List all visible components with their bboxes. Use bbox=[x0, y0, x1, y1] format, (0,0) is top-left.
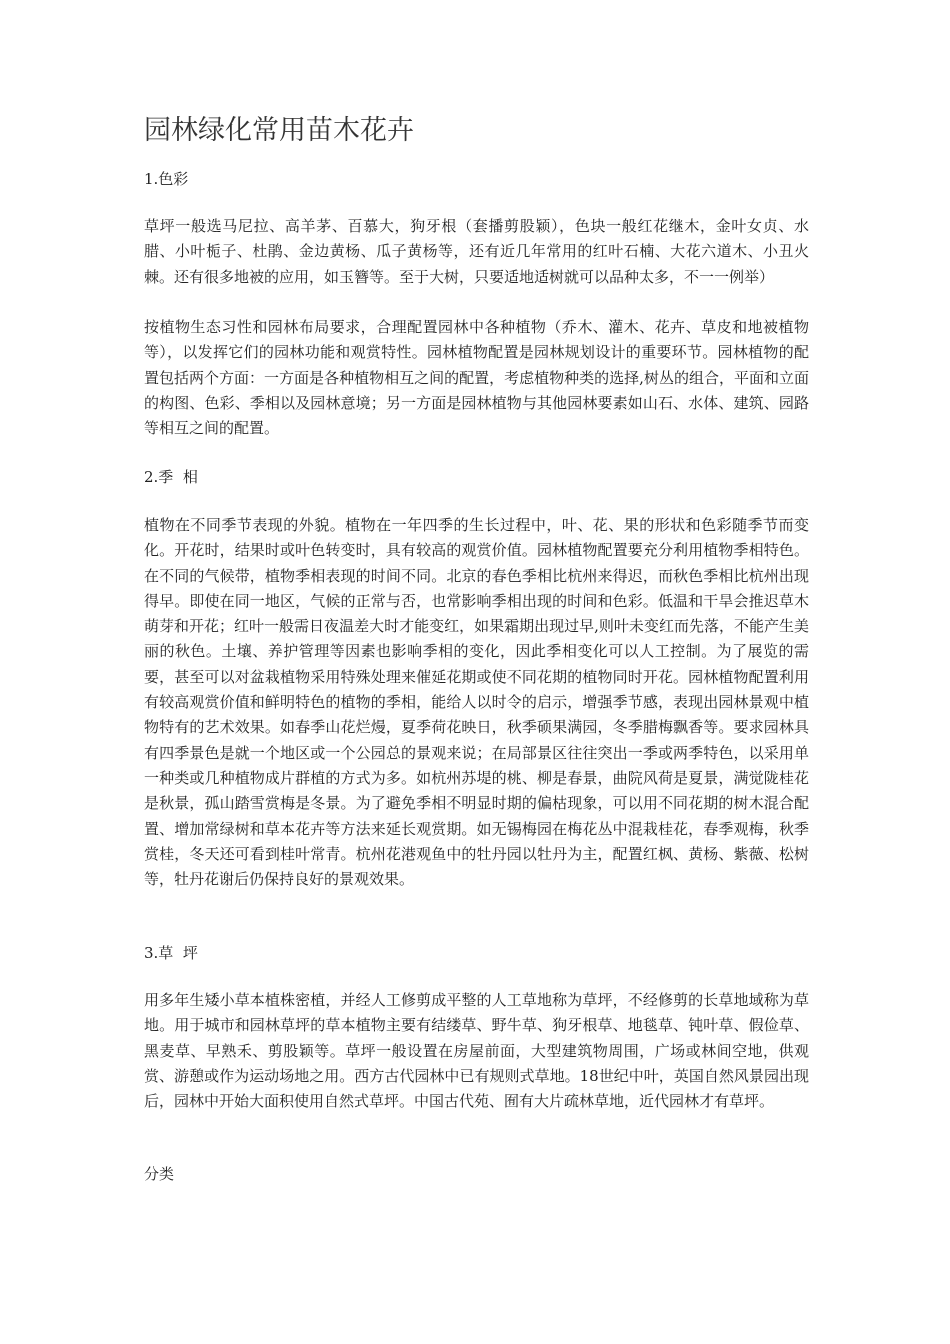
section-heading-lawn: 3.草 坪 bbox=[144, 944, 198, 962]
paragraph-color-plants: 草坪一般选马尼拉、高羊茅、百慕大，狗牙根（套播剪股颖），色块一般红花继木，金叶女贞、水腊、小叶栀子、杜鹃、金边黄杨、瓜子黄杨等，还有近几年常用的红叶石楠、大花六道木、小丑火棘。还有很多地被的应用，如玉簪等。至于大树，只要适地适树就可以品种太多，不一一例举） bbox=[144, 217, 809, 286]
document-title: 园林绿化常用苗木花卉 bbox=[144, 115, 414, 146]
paragraph-lawn: 用多年生矮小草本植株密植，并经人工修剪成平整的人工草地称为草坪，不经修剪的长草地域称为草地。用于城市和园林草坪的草本植物主要有结缕草、野牛草、狗牙根草、地毯草、钝叶草、假俭草、黑麦草、早熟禾、剪股颖等。草坪一般设置在房屋前面，大型建筑物周围，广场或林间空地，供观赏、游憩或作为运动场地之用。西方古代园林中已有规则式草地。18世纪中叶，英国自然风景园出现后，园林中开始大面积使用自然式草坪。中国古代苑、囿有大片疏林草地，近代园林才有草坪。 bbox=[144, 991, 809, 1111]
section-heading-classification: 分类 bbox=[144, 1165, 175, 1183]
section-heading-seasonal-aspect: 2.季 相 bbox=[144, 468, 198, 486]
paragraph-seasonal-aspect: 植物在不同季节表现的外貌。植物在一年四季的生长过程中，叶、花、果的形状和色彩随季节而变化。开花时，结果时或叶色转变时，具有较高的观赏价值。园林植物配置要充分利用植物季相特色。在不同的气候带，植物季相表现的时间不同。北京的春色季相比杭州来得迟，而秋色季相比杭州出现得早。即使在同一地区，气候的正常与否，也常影响季相出现的时间和色彩。低温和干旱会推迟草木萌芽和开花；红叶一般需日夜温差大时才能变红，如果霜期出现过早,则叶未变红而先落，不能产生美丽的秋色。土壤、养护管理等因素也影响季相的变化，因此季相变化可以人工控制。为了展览的需要，甚至可以对盆栽植物采用特殊处理来催延花期或使不同花期的植物同时开花。园林植物配置利用有较高观赏价值和鲜明特色的植物的季相，能给人以时令的启示，增强季节感，表现出园林景观中植物特有的艺术效果。如春季山花烂熳，夏季荷花映日，秋季硕果满园，冬季腊梅飘香等。要求园林具有四季景色是就一个地区或一个公园总的景观来说；在局部景区往往突出一季或两季特色，以采用单一种类或几种植物成片群植的方式为多。如杭州苏堤的桃、柳是春景，曲院风荷是夏景，满觉陇桂花是秋景，孤山踏雪赏梅是冬景。为了避免季相不明显时期的偏枯现象，可以用不同花期的树木混合配置、增加常绿树和草本花卉等方法来延长观赏期。如无锡梅园在梅花丛中混栽桂花，春季观梅，秋季赏桂，冬天还可看到桂叶常青。杭州花港观鱼中的牡丹园以牡丹为主，配置红枫、黄杨、紫薇、松树等，牡丹花谢后仍保持良好的景观效果。 bbox=[144, 516, 809, 889]
section-heading-color: 1.色彩 bbox=[144, 170, 189, 188]
paragraph-plant-configuration: 按植物生态习性和园林布局要求，合理配置园林中各种植物（乔木、灌木、花卉、草皮和地被植物等），以发挥它们的园林功能和观赏特性。园林植物配置是园林规划设计的重要环节。园林植物的配置包括两个方面：一方面是各种植物相互之间的配置，考虑植物种类的选择,树丛的组合，平面和立面的构图、色彩、季相以及园林意境；另一方面是园林植物与其他园林要素如山石、水体、建筑、园路等相互之间的配置。 bbox=[144, 318, 809, 438]
